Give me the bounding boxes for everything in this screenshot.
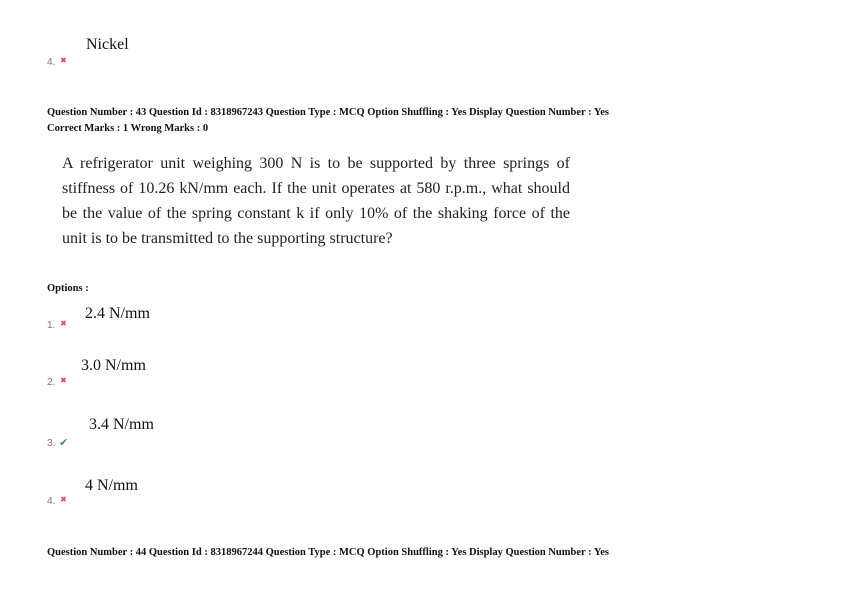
cross-mark-icon: ✖ [60,495,67,504]
next-question-meta-line1: Question Number : 44 Question Id : 8318967244 Question Type : MCQ Option Shuffling : Yes Display Question Number : Yes [47,547,610,558]
option-4-number [47,495,67,507]
option-1-number [47,319,67,331]
option-2-text: 3.0 N/mm [81,357,146,374]
options-label: Options : [47,283,89,294]
option-number: 4. [47,57,56,68]
prev-option-4-number [47,56,67,68]
cross-mark-icon: ✖ [60,319,67,328]
option-number: 4. [47,496,56,507]
prev-option-4-text: Nickel [86,36,129,53]
option-number: 1. [47,320,56,331]
option-number: 2. [47,377,56,388]
question-meta-line2: Correct Marks : 1 Wrong Marks : 0 [47,123,209,134]
cross-mark-icon: ✖ [60,56,67,65]
cross-mark-icon: ✖ [60,376,67,385]
option-4-text: 4 N/mm [85,477,138,494]
option-2-number [47,376,67,388]
option-3-text: 3.4 N/mm [89,416,154,433]
question-meta-line1: Question Number : 43 Question Id : 8318967243 Question Type : MCQ Option Shuffling : Yes Display Question Number : Yes [47,107,610,118]
question-text: A refrigerator unit weighing 300 N is to be supported by three springs of stiffness of 10.26 kN/mm each. If the unit operates at 580 r.p.m., what should be the value of the spring constant k if only 10% of the shaking force of the unit is to be transmitted to the supporting structure? [62,155,570,247]
option-3-number [47,436,68,449]
check-mark-icon: ✔ [59,437,69,449]
option-number: 3. [47,438,56,449]
option-1-text: 2.4 N/mm [85,305,150,322]
